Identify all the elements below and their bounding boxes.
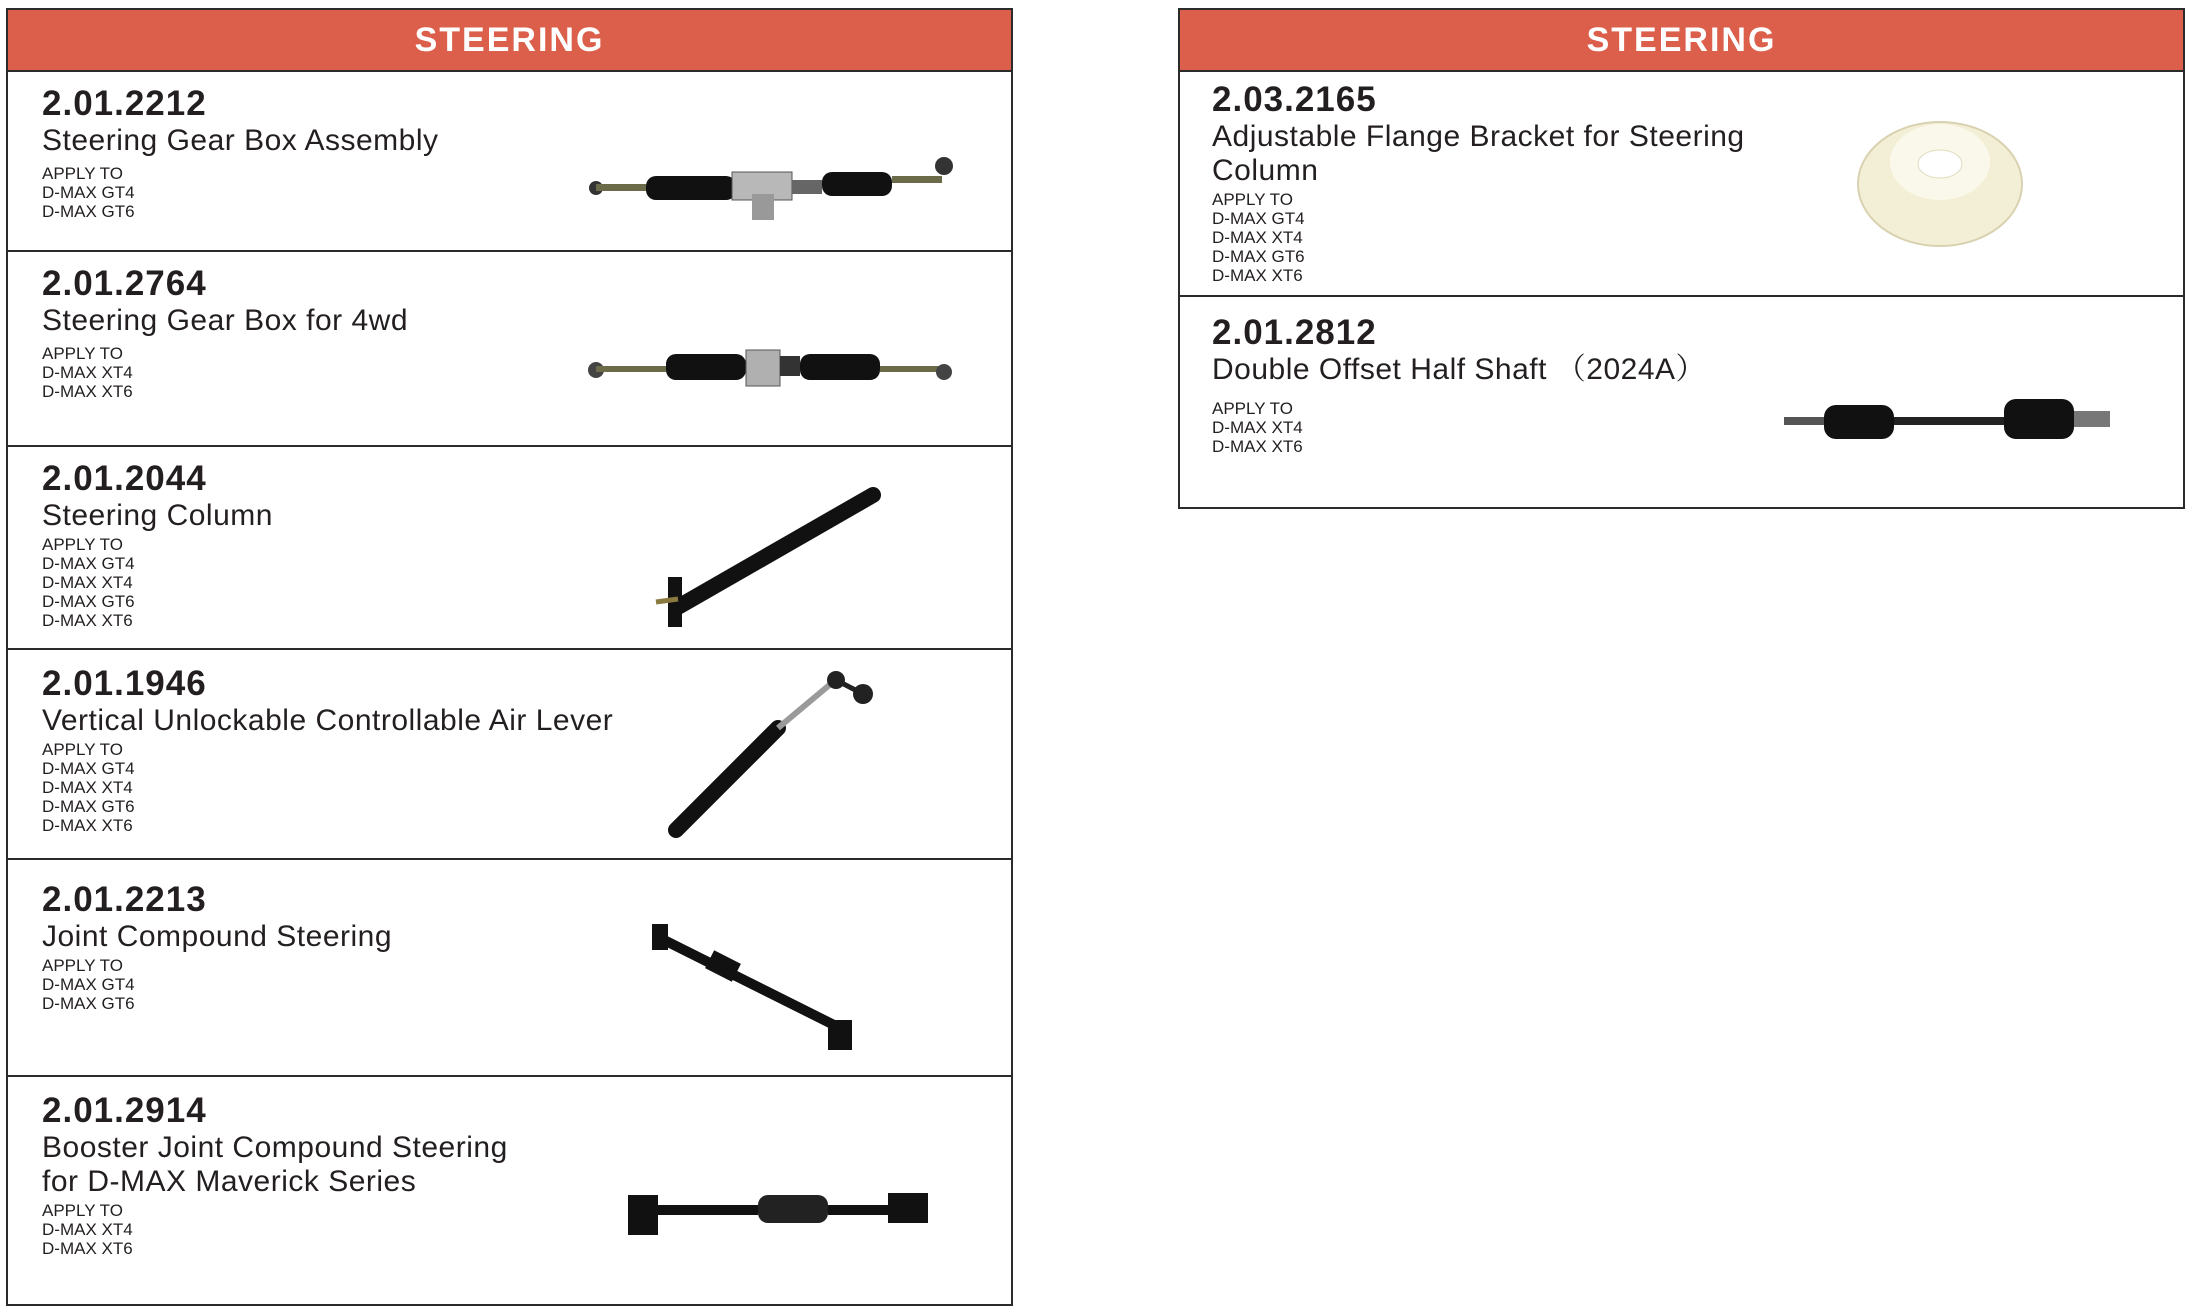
model-item: D-MAX XT6 — [42, 611, 133, 630]
product-row — [1180, 297, 2183, 509]
model-list — [42, 363, 408, 401]
model-item: D-MAX XT6 — [42, 382, 133, 401]
half-shaft-image — [1780, 387, 2120, 457]
apply-to-label: APPLY TO — [42, 535, 123, 554]
product-code: 2.03.2165 — [1212, 80, 1377, 119]
model-list — [1212, 418, 1706, 456]
model-list — [42, 1220, 508, 1258]
apply-to-label: APPLY TO — [42, 740, 123, 759]
model-item: D-MAX GT4 — [42, 183, 135, 202]
model-item: D-MAX GT6 — [42, 994, 135, 1013]
panel-header: STEERING — [8, 10, 1011, 72]
steering-gear-box-image — [582, 142, 962, 232]
product-row — [8, 447, 1011, 650]
model-item: D-MAX XT4 — [42, 778, 133, 797]
model-item: D-MAX XT6 — [1212, 437, 1303, 456]
product-row — [8, 650, 1011, 860]
product-name: Steering Column — [42, 499, 273, 532]
booster-joint-image — [622, 1177, 942, 1257]
model-item: D-MAX XT4 — [42, 363, 133, 382]
model-item: D-MAX GT6 — [42, 202, 135, 221]
model-item: D-MAX GT6 — [42, 797, 135, 816]
steering-gear-box-4wd-image — [582, 332, 962, 412]
steering-column-image — [648, 487, 888, 637]
apply-to-label: APPLY TO — [1212, 399, 1293, 418]
apply-to-label: APPLY TO — [42, 344, 123, 363]
model-item: D-MAX GT4 — [42, 975, 135, 994]
product-row — [1180, 72, 2183, 297]
apply-to-label: APPLY TO — [1212, 190, 1293, 209]
model-list — [42, 759, 613, 835]
product-code: 2.01.2212 — [42, 84, 207, 123]
model-item: D-MAX XT6 — [42, 1239, 133, 1258]
steering-panel-left — [6, 8, 1013, 1306]
model-item: D-MAX GT4 — [42, 759, 135, 778]
model-item: D-MAX XT6 — [42, 816, 133, 835]
product-code: 2.01.2044 — [42, 459, 207, 498]
product-name: Booster Joint Compound Steering for D-MAX Maverick Series — [42, 1131, 508, 1198]
apply-to-label: APPLY TO — [42, 164, 123, 183]
product-name: Double Offset Half Shaft （2024A） — [1212, 353, 1707, 386]
product-name: Steering Gear Box for 4wd — [42, 304, 409, 337]
product-row — [8, 252, 1011, 447]
model-item: D-MAX GT4 — [1212, 209, 1305, 228]
model-list — [1212, 209, 1745, 285]
model-list — [42, 183, 439, 221]
model-item: D-MAX XT4 — [1212, 418, 1303, 437]
apply-to-label: APPLY TO — [42, 956, 123, 975]
product-code: 2.01.2914 — [42, 1091, 207, 1130]
product-name: Joint Compound Steering — [42, 920, 393, 953]
product-row — [8, 1077, 1011, 1302]
model-item: D-MAX GT6 — [42, 592, 135, 611]
product-name: Vertical Unlockable Controllable Air Lever — [42, 704, 614, 737]
model-item: D-MAX XT6 — [1212, 266, 1303, 285]
flange-bracket-image — [1850, 112, 2030, 252]
product-row — [8, 72, 1011, 252]
product-name: Adjustable Flange Bracket for Steering Column — [1212, 120, 1745, 187]
product-code: 2.01.2213 — [42, 880, 207, 919]
model-item: D-MAX XT4 — [42, 573, 133, 592]
model-list — [42, 975, 392, 1013]
model-item: D-MAX GT6 — [1212, 247, 1305, 266]
product-code: 2.01.2764 — [42, 264, 207, 303]
steering-panel-right — [1178, 8, 2185, 509]
product-row — [8, 860, 1011, 1077]
model-item: D-MAX XT4 — [1212, 228, 1303, 247]
model-list — [42, 554, 273, 630]
apply-to-label: APPLY TO — [42, 1201, 123, 1220]
air-lever-image — [658, 670, 888, 850]
product-name: Steering Gear Box Assembly — [42, 124, 439, 157]
panel-header: STEERING — [1180, 10, 2183, 72]
joint-compound-steering-image — [648, 920, 878, 1060]
product-code: 2.01.1946 — [42, 664, 207, 703]
model-item: D-MAX GT4 — [42, 554, 135, 573]
product-code: 2.01.2812 — [1212, 313, 1377, 352]
model-item: D-MAX XT4 — [42, 1220, 133, 1239]
